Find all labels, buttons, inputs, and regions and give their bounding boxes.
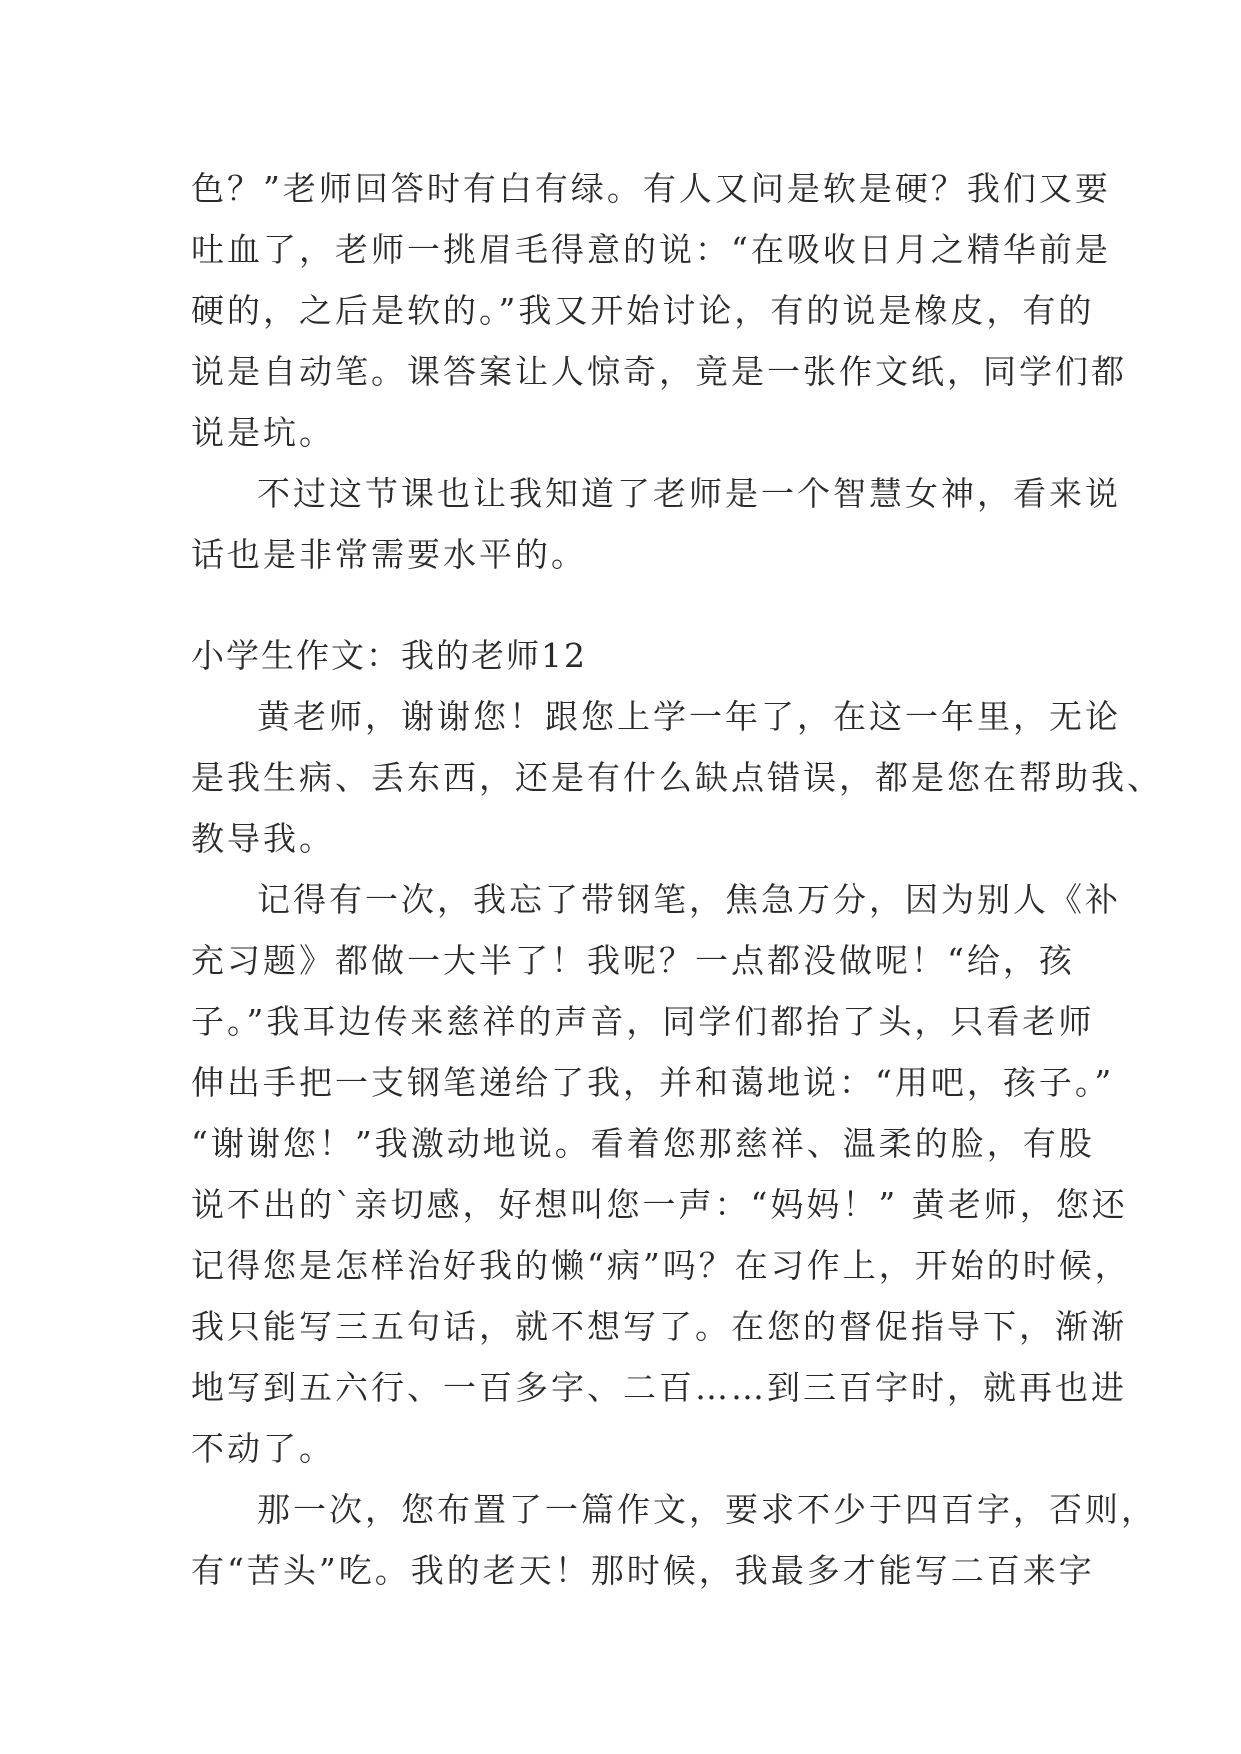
document-body <box>191 158 1163 1601</box>
text-line: 那一次，您布置了一篇作文，要求不少于四百字，否则， <box>257 1490 1157 1529</box>
text-line: 说是自动笔。课答案让人惊奇，竟是一张作文纸，同学们都 <box>191 352 1127 391</box>
text-line: 吐血了，老师一挑眉毛得意的说：“在吸收日月之精华前是 <box>191 230 1111 269</box>
text-line: 不过这节课也让我知道了老师是一个智慧女神，看来说 <box>257 474 1121 513</box>
text-line: 有“苦头”吃。我的老天！那时候，我最多才能写二百来字 <box>191 1551 1095 1590</box>
paragraph <box>191 463 1121 585</box>
text-line: 是我生病、丢东西，还是有什么缺点错误，都是您在帮助我、 <box>191 758 1163 797</box>
text-line: 不动了。 <box>191 1429 335 1468</box>
text-line: 记得您是怎样治好我的懒“病”吗？在习作上，开始的时候， <box>191 1246 1131 1285</box>
essay-heading: 小学生作文：我的老师12 <box>191 636 587 675</box>
text-line: 我只能写三五句话，就不想写了。在您的督促指导下，渐渐 <box>191 1307 1127 1346</box>
paragraph <box>191 1479 1157 1601</box>
paragraph <box>191 686 1163 869</box>
text-line: 伸出手把一支钢笔递给了我，并和蔼地说：“用吧，孩子。” <box>191 1063 1115 1102</box>
text-line: 黄老师，谢谢您！跟您上学一年了，在这一年里，无论 <box>257 697 1121 736</box>
paragraph <box>191 158 1127 463</box>
text-line: 话也是非常需要水平的。 <box>191 535 587 574</box>
text-line: 子。”我耳边传来慈祥的声音，同学们都抬了头，只看老师 <box>191 1002 1095 1041</box>
text-line: 色？”老师回答时有白有绿。有人又问是软是硬？我们又要 <box>191 169 1111 208</box>
text-line: 硬的，之后是软的。”我又开始讨论，有的说是橡皮，有的 <box>191 291 1095 330</box>
text-line: 说是坑。 <box>191 413 335 452</box>
text-line: 说不出的`亲切感，好想叫您一声：“妈妈！” 黄老师，您还 <box>191 1185 1128 1224</box>
text-line: “谢谢您！”我激动地说。看着您那慈祥、温柔的脸，有股 <box>191 1124 1095 1163</box>
text-line: 充习题》都做一大半了！我呢？一点都没做呢！“给，孩 <box>191 941 1075 980</box>
text-line: 地写到五六行、一百多字、二百……到三百字时，就再也进 <box>191 1368 1127 1407</box>
paragraph <box>191 869 1131 1479</box>
text-line: 记得有一次，我忘了带钢笔，焦急万分，因为别人《补 <box>257 880 1121 919</box>
section-spacer <box>191 585 1051 625</box>
text-line: 教导我。 <box>191 819 335 858</box>
